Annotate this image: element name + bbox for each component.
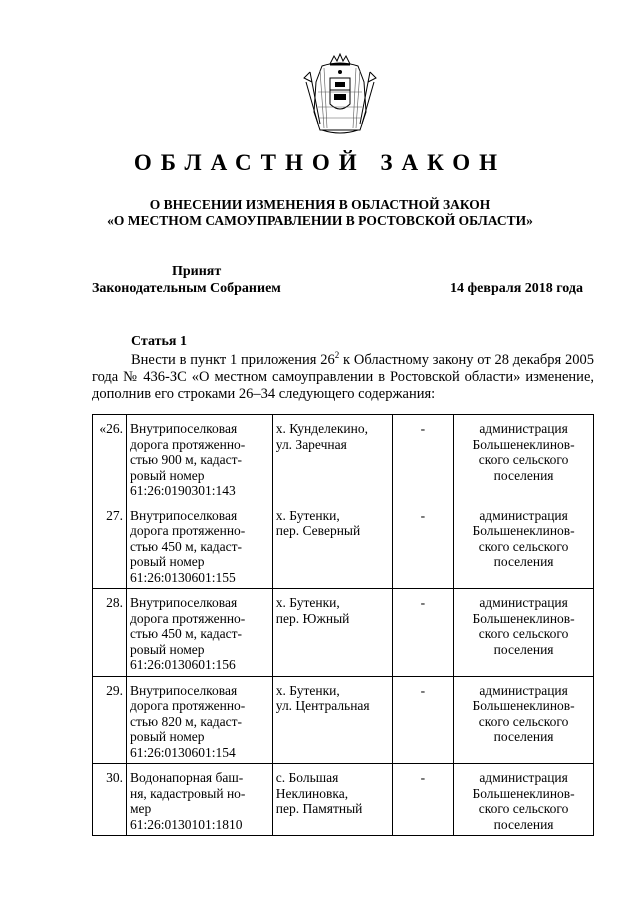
table-row (93, 415, 594, 502)
owner-name-line: ского сельского (478, 538, 569, 554)
empty-value: - (392, 415, 454, 502)
object-description-line: Внутрипоселковая (129, 507, 238, 523)
owner-name (454, 764, 594, 836)
owner-name-line: поселения (493, 641, 554, 657)
owner-name (454, 502, 594, 589)
object-description-line: ровый номер (129, 467, 205, 483)
object-location-line: пер. Северный (275, 523, 361, 538)
object-location-line: х. Бутенки, (275, 595, 340, 610)
owner-name-line: поселения (493, 467, 554, 483)
object-description (126, 589, 272, 677)
object-description-line: 61:26:0130601:154 (129, 744, 236, 760)
object-location (272, 589, 392, 677)
object-location-line: с. Большая (275, 770, 339, 785)
object-description (126, 415, 272, 502)
owner-name (454, 415, 594, 502)
adopted-label: Принят (172, 264, 222, 279)
owner-name-line: ского сельского (478, 801, 569, 816)
owner-name-line: администрация (479, 682, 568, 698)
coat-of-arms-icon (300, 52, 380, 137)
owner-name-line: Большенеклинов- (472, 436, 575, 452)
row-number: 29. (93, 676, 127, 764)
table-row (93, 676, 594, 764)
owner-name-line: ского сельского (478, 626, 569, 641)
owner-name-line: поселения (493, 729, 554, 744)
object-location-line: ул. Заречная (275, 436, 347, 452)
object-location-line: х. Бутенки, (275, 507, 340, 523)
owner-name (454, 589, 594, 677)
adoption-date: 14 февраля 2018 года (450, 281, 583, 296)
owner-name-line: поселения (493, 554, 554, 569)
object-location (272, 502, 392, 589)
object-description-line: Внутрипоселковая (129, 682, 238, 698)
owner-name-line: администрация (479, 507, 568, 523)
object-location-line: пер. Южный (275, 610, 350, 626)
object-location (272, 764, 392, 836)
owner-name-line: Большенеклинов- (472, 610, 575, 626)
paragraph-text-end: к Областному закону от 28 декабря 2005 года № 436-ЗС «О местном самоуправлении в Ростовской области» изменение, дополнив его строками 26–34 следующего содержания: (92, 352, 594, 402)
empty-value: - (392, 764, 454, 836)
object-location-line: х. Кунделекино, (275, 421, 368, 436)
owner-name-line: поселения (493, 816, 554, 832)
object-description-line: стью 820 м, кадаст- (129, 713, 242, 729)
empty-value: - (392, 502, 454, 589)
object-description-line: дорога протяженно- (129, 610, 246, 626)
empty-value: - (392, 589, 454, 677)
object-description-line: дорога протяженно- (129, 523, 246, 538)
object-description-line: стью 450 м, кадаст- (129, 626, 242, 641)
owner-name-line: ского сельского (478, 452, 569, 467)
object-description-line: ровый номер (129, 641, 205, 657)
law-subtitle-line2: «О МЕСТНОМ САМОУПРАВЛЕНИИ В РОСТОВСКОЙ ОБЛАСТИ» (107, 213, 533, 228)
row-number: 28. (93, 589, 127, 677)
amendment-table-body (93, 415, 594, 836)
object-description (126, 676, 272, 764)
paragraph-text-start: Внести в пункт 1 приложения 26 (131, 352, 335, 368)
amendment-table (92, 414, 594, 836)
object-description-line: дорога протяженно- (129, 436, 246, 452)
object-description-line: 61:26:0130601:156 (129, 657, 236, 672)
object-description-line: стью 900 м, кадаст- (129, 452, 242, 467)
table-row (93, 502, 594, 589)
owner-name-line: Большенеклинов- (472, 785, 575, 801)
row-number: «26. (93, 415, 127, 502)
object-description-line: мер (129, 801, 152, 816)
article-heading: Статья 1 (131, 334, 187, 349)
law-title: ОБЛАСТНОЙ ЗАКОН (133, 150, 507, 175)
paragraph-superscript: 2 (334, 350, 340, 361)
object-location-line: пер. Памятный (275, 801, 363, 816)
object-description-line: 61:26:0130101:1810 (129, 816, 243, 832)
object-description-line: ровый номер (129, 729, 205, 744)
object-description (126, 502, 272, 589)
object-location-line: х. Бутенки, (275, 682, 340, 698)
table-row (93, 764, 594, 836)
owner-name (454, 676, 594, 764)
object-description (126, 764, 272, 836)
table-row (93, 589, 594, 677)
object-location (272, 676, 392, 764)
object-description-line: 61:26:0130601:155 (129, 569, 236, 585)
object-description-line: Внутрипоселковая (129, 421, 238, 436)
object-location (272, 415, 392, 502)
object-description-line: дорога протяженно- (129, 698, 246, 713)
owner-name-line: администрация (479, 595, 568, 610)
owner-name-line: Большенеклинов- (472, 523, 575, 538)
article-paragraph (92, 352, 594, 403)
assembly-label: Законодательным Собранием (92, 281, 281, 296)
empty-value: - (392, 676, 454, 764)
object-location-line: Неклиновка, (275, 785, 349, 801)
owner-name-line: администрация (479, 421, 568, 436)
owner-name-line: ского сельского (478, 713, 569, 729)
object-description-line: ровый номер (129, 554, 205, 569)
law-subtitle-line1: О ВНЕСЕНИИ ИЗМЕНЕНИЯ В ОБЛАСТНОЙ ЗАКОН (149, 197, 491, 212)
owner-name-line: администрация (479, 770, 568, 785)
object-description-line: стью 450 м, кадаст- (129, 538, 242, 554)
object-description-line: Внутрипоселковая (129, 595, 238, 610)
object-description-line: 61:26:0190301:143 (129, 483, 236, 498)
object-description-line: Водонапорная баш- (129, 770, 244, 785)
row-number: 30. (93, 764, 127, 836)
object-location-line: ул. Центральная (275, 698, 370, 713)
row-number: 27. (93, 502, 127, 589)
owner-name-line: Большенеклинов- (472, 698, 575, 713)
object-description-line: ня, кадастровый но- (129, 785, 246, 801)
